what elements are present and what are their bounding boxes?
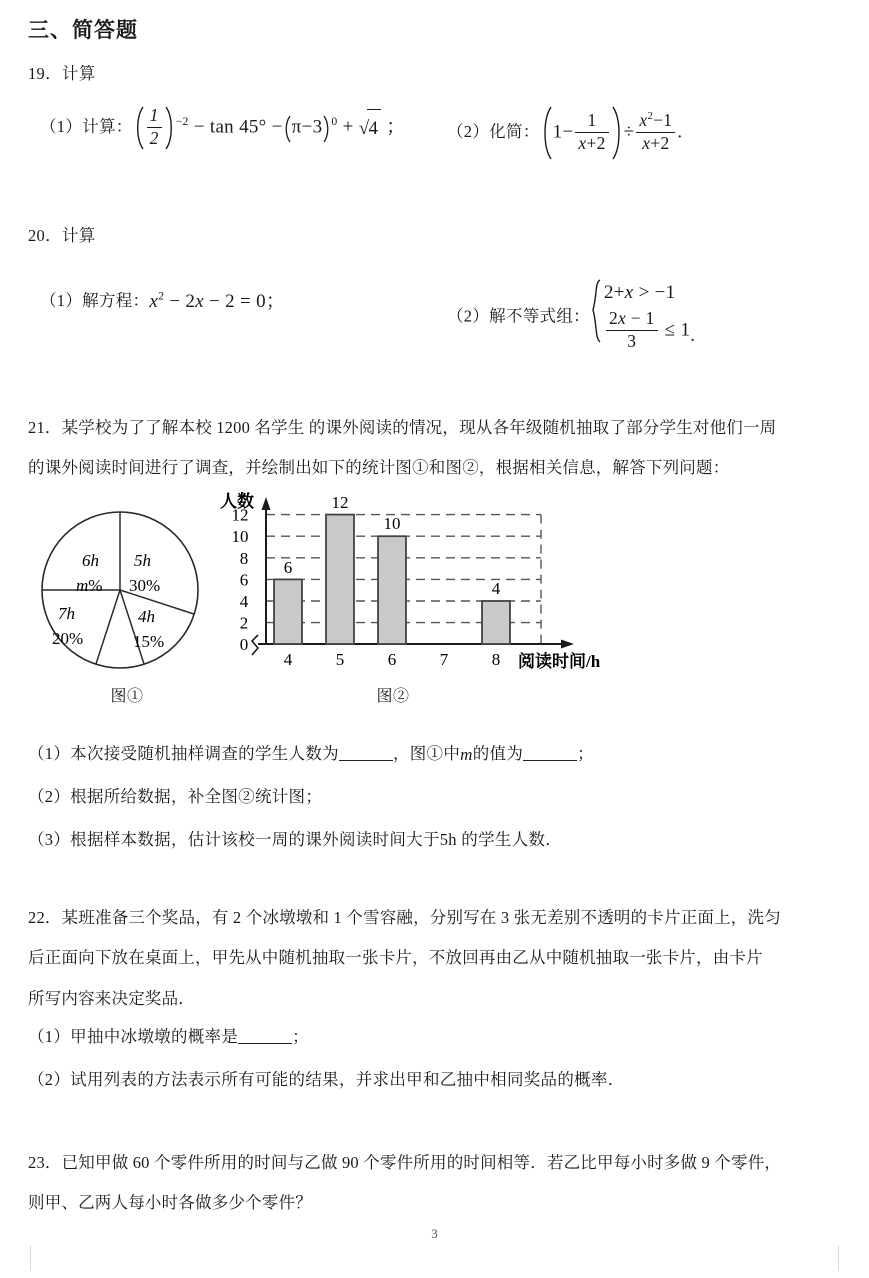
question-19-stem: 19．计算 xyxy=(28,64,96,83)
pie-slice-label-5h: 5h xyxy=(134,551,151,570)
bar-chart-caption: 图② xyxy=(376,688,410,705)
question-20-part-1-label: （1）解方程： xyxy=(40,290,150,310)
answer-blank-sample-size[interactable] xyxy=(339,744,393,762)
question-21-subpart-1-suffix: 的值为 xyxy=(472,744,524,763)
bar-chart-ytick-12: 12 xyxy=(231,505,249,525)
question-21-subpart-1-tail: ； xyxy=(577,744,594,763)
crop-mark-left xyxy=(30,1245,31,1271)
pie-slice-value-4h: 15% xyxy=(133,632,165,651)
question-23-stem xyxy=(28,1143,844,1224)
bar-chart-ytick-8: 8 xyxy=(239,548,249,568)
question-21-subpart-1-prefix: （1）本次接受随机抽样调查的学生人数为 xyxy=(28,744,339,763)
bar-chart-ytick-0: 0 xyxy=(239,635,249,654)
pie-slice-value-7h: 20% xyxy=(52,629,84,648)
question-23-stem-line-1: 23．已知甲做 60 个零件所用的时间与乙做 90 个零件所用的时间相等．若乙比甲每小时多做 9 个零件， xyxy=(28,1153,782,1172)
question-19-part-2 xyxy=(447,105,682,161)
bar-label-4h: 6 xyxy=(283,558,293,577)
question-20-part-1-expression: $x^2 - 2x - 2 = 0$； xyxy=(149,289,286,312)
question-19-part-1-label: （1）计算： xyxy=(40,116,133,136)
pie-slice-label-7h: 7h xyxy=(58,604,75,623)
question-21-stem-line-2: 的课外阅读时间进行了调查，并绘制出如下的统计图①和图②，根据相关信息，解答下列问题： xyxy=(28,458,730,478)
question-19-part-1-expression: $\frac{1}{2}$ $^{-2}$ − tan 45° − π−3 $^0$ + √4 ； xyxy=(133,105,406,151)
crop-mark-right xyxy=(838,1245,839,1271)
bar-chart-xtick-5: 5 xyxy=(335,650,345,669)
bar-chart-ytick-2: 2 xyxy=(239,613,249,633)
page-number: 3 xyxy=(431,1226,438,1241)
pie-chart-svg xyxy=(30,505,225,685)
bar-chart-xtick-4: 4 xyxy=(283,650,293,669)
question-22-stem-line-2: 后正面向下放在桌面上，甲先从中随机抽取一张卡片，不放回再由乙从中随机抽取一张卡片，由卡片 xyxy=(28,948,763,968)
question-21-stem-line-1: 21．某学校为了了解本校 1200 名学生 的课外阅读的情况，现从各年级随机抽取了部分学生对他们一周 xyxy=(28,418,777,437)
pie-slice-value-5h: 30% xyxy=(129,576,161,595)
bar-chart-y-axis-label: 人数 xyxy=(220,492,254,511)
question-20-part-1 xyxy=(40,284,285,320)
bar-chart-x-axis-label: 阅读时间/h xyxy=(518,652,601,671)
pie-chart-figure xyxy=(30,505,225,710)
question-22-subpart-1-tail: ； xyxy=(292,1027,309,1046)
question-21-variable-m: m xyxy=(460,745,473,765)
question-19-part-2-label: （2）化简： xyxy=(447,121,540,141)
bar-5h xyxy=(326,515,354,644)
bar-chart-ytick-4: 4 xyxy=(239,592,249,611)
question-19-part-1 xyxy=(40,105,406,151)
question-21-subpart-3: （3）根据样本数据，估计该校一周的课外阅读时间大于5h 的学生人数． xyxy=(28,830,563,849)
answer-blank-probability[interactable] xyxy=(238,1027,292,1045)
bar-label-8h: 4 xyxy=(491,579,501,598)
question-22-subpart-1-prefix: （1）甲抽中冰墩墩的概率是 xyxy=(28,1027,239,1046)
bar-chart-svg xyxy=(218,485,648,690)
question-20-stem: 20．计算 xyxy=(28,226,96,245)
bar-label-5h: 12 xyxy=(331,493,349,512)
question-20-part-2 xyxy=(447,278,695,357)
bar-6h xyxy=(378,536,406,644)
bar-chart-ytick-6: 6 xyxy=(239,570,249,590)
bar-chart-xtick-7: 7 xyxy=(439,650,449,669)
question-22-stem-line-1: 22．某班准备三个奖品，有 2 个冰墩墩和 1 个雪容融，分别写在 3 张无差别不透明的卡片正面上，洗匀 xyxy=(28,908,781,927)
answer-blank-m-value[interactable] xyxy=(523,744,577,762)
question-22-subpart-1 xyxy=(28,1021,309,1052)
question-21-subpart-2: （2）根据所给数据，补全图②统计图； xyxy=(28,787,323,806)
pie-slice-label-4h: 4h xyxy=(138,607,155,626)
bar-chart-figure xyxy=(218,485,648,710)
question-20-part-2-expression: 2+x > −1 $\frac{2x - 1}{3}$ ≤ 1 . xyxy=(590,278,695,357)
bar-label-6h: 10 xyxy=(383,514,401,533)
bar-chart-xtick-8: 8 xyxy=(491,650,501,669)
bar-8h xyxy=(482,601,510,644)
question-22-stem-line-3: 所写内容来决定奖品． xyxy=(28,988,195,1008)
pie-slice-value-6h: m% xyxy=(76,576,103,595)
question-21-subpart-1-middle: ，图①中 xyxy=(392,744,461,763)
bar-4h xyxy=(274,579,302,644)
pie-chart-caption: 图① xyxy=(110,688,144,705)
pie-slice-label-6h: 6h xyxy=(82,551,99,570)
question-20-part-2-label: （2）解不等式组： xyxy=(447,306,590,326)
question-22-stem xyxy=(28,898,844,1019)
question-23-stem-line-2: 则甲、乙两人每小时各做多少个零件？ xyxy=(28,1193,312,1213)
question-21-stem xyxy=(28,408,844,489)
page-title: 三、简答题 xyxy=(28,18,138,42)
bar-chart-xtick-6: 6 xyxy=(387,650,397,669)
bar-chart-ytick-10: 10 xyxy=(231,527,249,547)
question-21-subpart-1 xyxy=(28,738,594,771)
question-19-part-2-expression: 1− $\frac{1}{x+2}$ ÷ $\frac{x^2-1}{x+2}$ . xyxy=(540,105,683,161)
question-22-subpart-2: （2）试用列表的方法表示所有可能的结果，并求出甲和乙抽中相同奖品的概率． xyxy=(28,1070,625,1089)
